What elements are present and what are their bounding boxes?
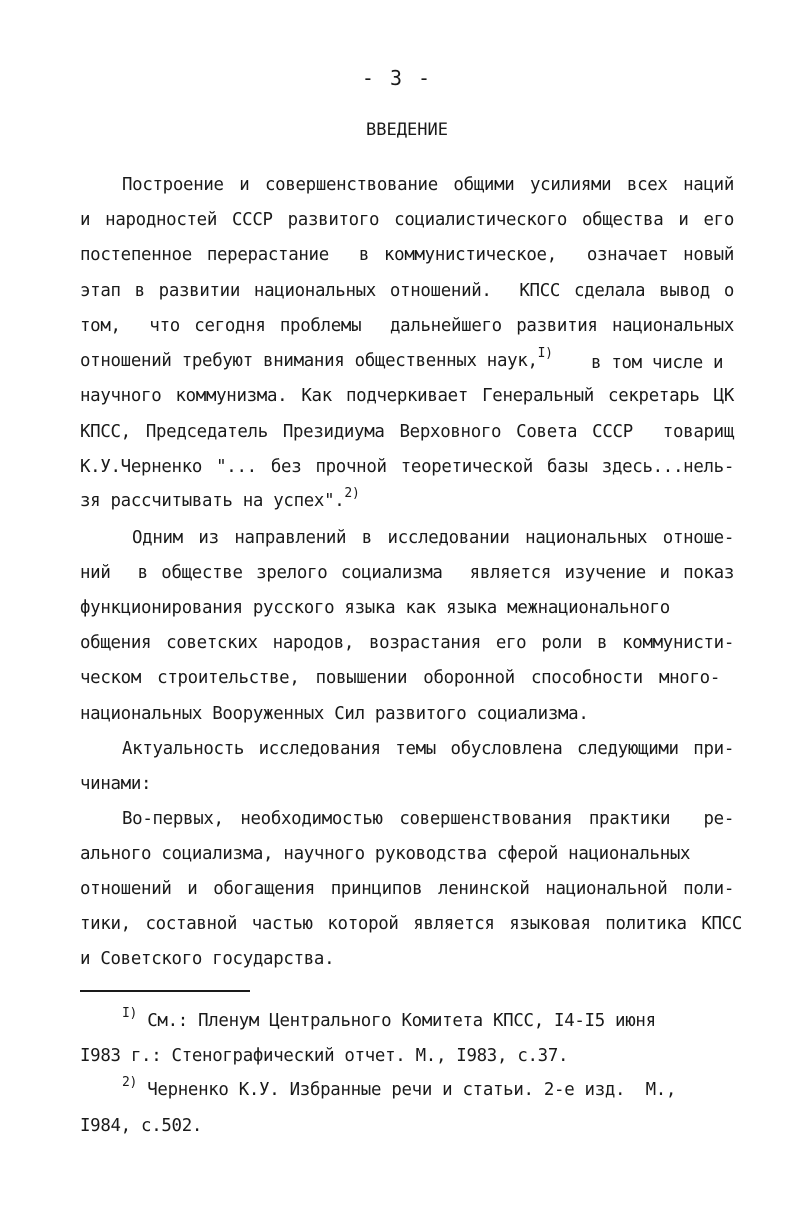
footnote-2: [122, 1075, 677, 1101]
footnote-ref-2: 2): [344, 486, 360, 501]
paragraph-4-line-1: Во-первых, необходимостью совершенствования практики ре-: [122, 809, 734, 829]
footnote-2-line-1: Черненко К.У. Избранные речи и статьи. 2-е изд. М.,: [137, 1080, 677, 1100]
paragraph-2-line-2: ний в обществе зрелого социализма является изучение и показ: [80, 563, 734, 583]
paragraph-1-line-5: том, что сегодня проблемы дальнейшего развития национальных: [80, 316, 734, 336]
paragraph-4-line-4: тики, составной частью которой является языковая политика КПСС: [80, 914, 742, 934]
paragraph-1-line-8: КПСС, Председатель Президиума Верховного Совета СССР товарищ: [80, 422, 734, 442]
footnote-2-marker: 2): [122, 1075, 138, 1090]
paragraph-1-line-3: постепенное перерастание в коммунистическое, означает новый: [80, 245, 734, 265]
paragraph-1-line-7: научного коммунизма. Как подчеркивает Генеральный секретарь ЦК: [80, 386, 734, 406]
paragraph-2-line-4: общения советских народов, возрастания его роли в коммунисти-: [80, 633, 734, 653]
paragraph-1-line-2: и народностей СССР развитого социалистического общества и его: [80, 210, 734, 230]
footnote-1-line-1: См.: Пленум Центрального Комитета КПСС, I4-I5 июня: [137, 1011, 656, 1031]
footnote-1-line-2: I983 г.: Стенографический отчет. М., I983, с.37.: [80, 1046, 569, 1066]
paragraph-3-line-2: чинами:: [80, 774, 152, 794]
footnote-1-marker: I): [122, 1006, 138, 1021]
paragraph-1-line-9: К.У.Черненко "... без прочной теоретической базы здесь...нель-: [80, 457, 734, 477]
footnote-separator: [80, 990, 250, 992]
paragraph-4-line-2: ального социализма, научного руководства сферой национальных: [80, 844, 691, 864]
paragraph-1-line-10-text: зя рассчитывать на успех".: [80, 491, 345, 511]
footnote-2-line-2: I984, с.502.: [80, 1116, 203, 1136]
paragraph-1-line-10: [80, 486, 360, 512]
paragraph-2-line-3: функционирования русского языка как языка межнационального: [80, 598, 670, 618]
page-number: - 3 -: [361, 66, 433, 90]
paragraph-2-line-1: Одним из направлений в исследовании национальных отноше-: [132, 528, 734, 548]
paragraph-3-line-1: Актуальность исследования темы обусловлена следующими при-: [122, 739, 734, 759]
paragraph-4-line-3: отношений и обогащения принципов ленинской национальной поли-: [80, 879, 734, 899]
paragraph-1-line-6-text: отношений требуют внимания общественных наук,: [80, 351, 538, 371]
paragraph-2-line-5: ческом строительстве, повышении оборонной способности много-: [80, 668, 720, 688]
paragraph-1-line-6-tail: в том числе и: [591, 353, 724, 373]
footnote-1: [122, 1006, 656, 1032]
footnote-ref-1: I): [537, 346, 553, 361]
paragraph-1-line-4: этап в развитии национальных отношений. КПСС сделала вывод о: [80, 281, 734, 301]
paragraph-1-line-6: [80, 346, 553, 372]
paragraph-1-line-1: Построение и совершенствование общими усилиями всех наций: [122, 175, 734, 195]
section-heading: ВВЕДЕНИЕ: [366, 120, 448, 140]
paragraph-2-line-6: национальных Вооруженных Сил развитого социализма.: [80, 704, 589, 724]
paragraph-4-line-5: и Советского государства.: [80, 949, 335, 969]
